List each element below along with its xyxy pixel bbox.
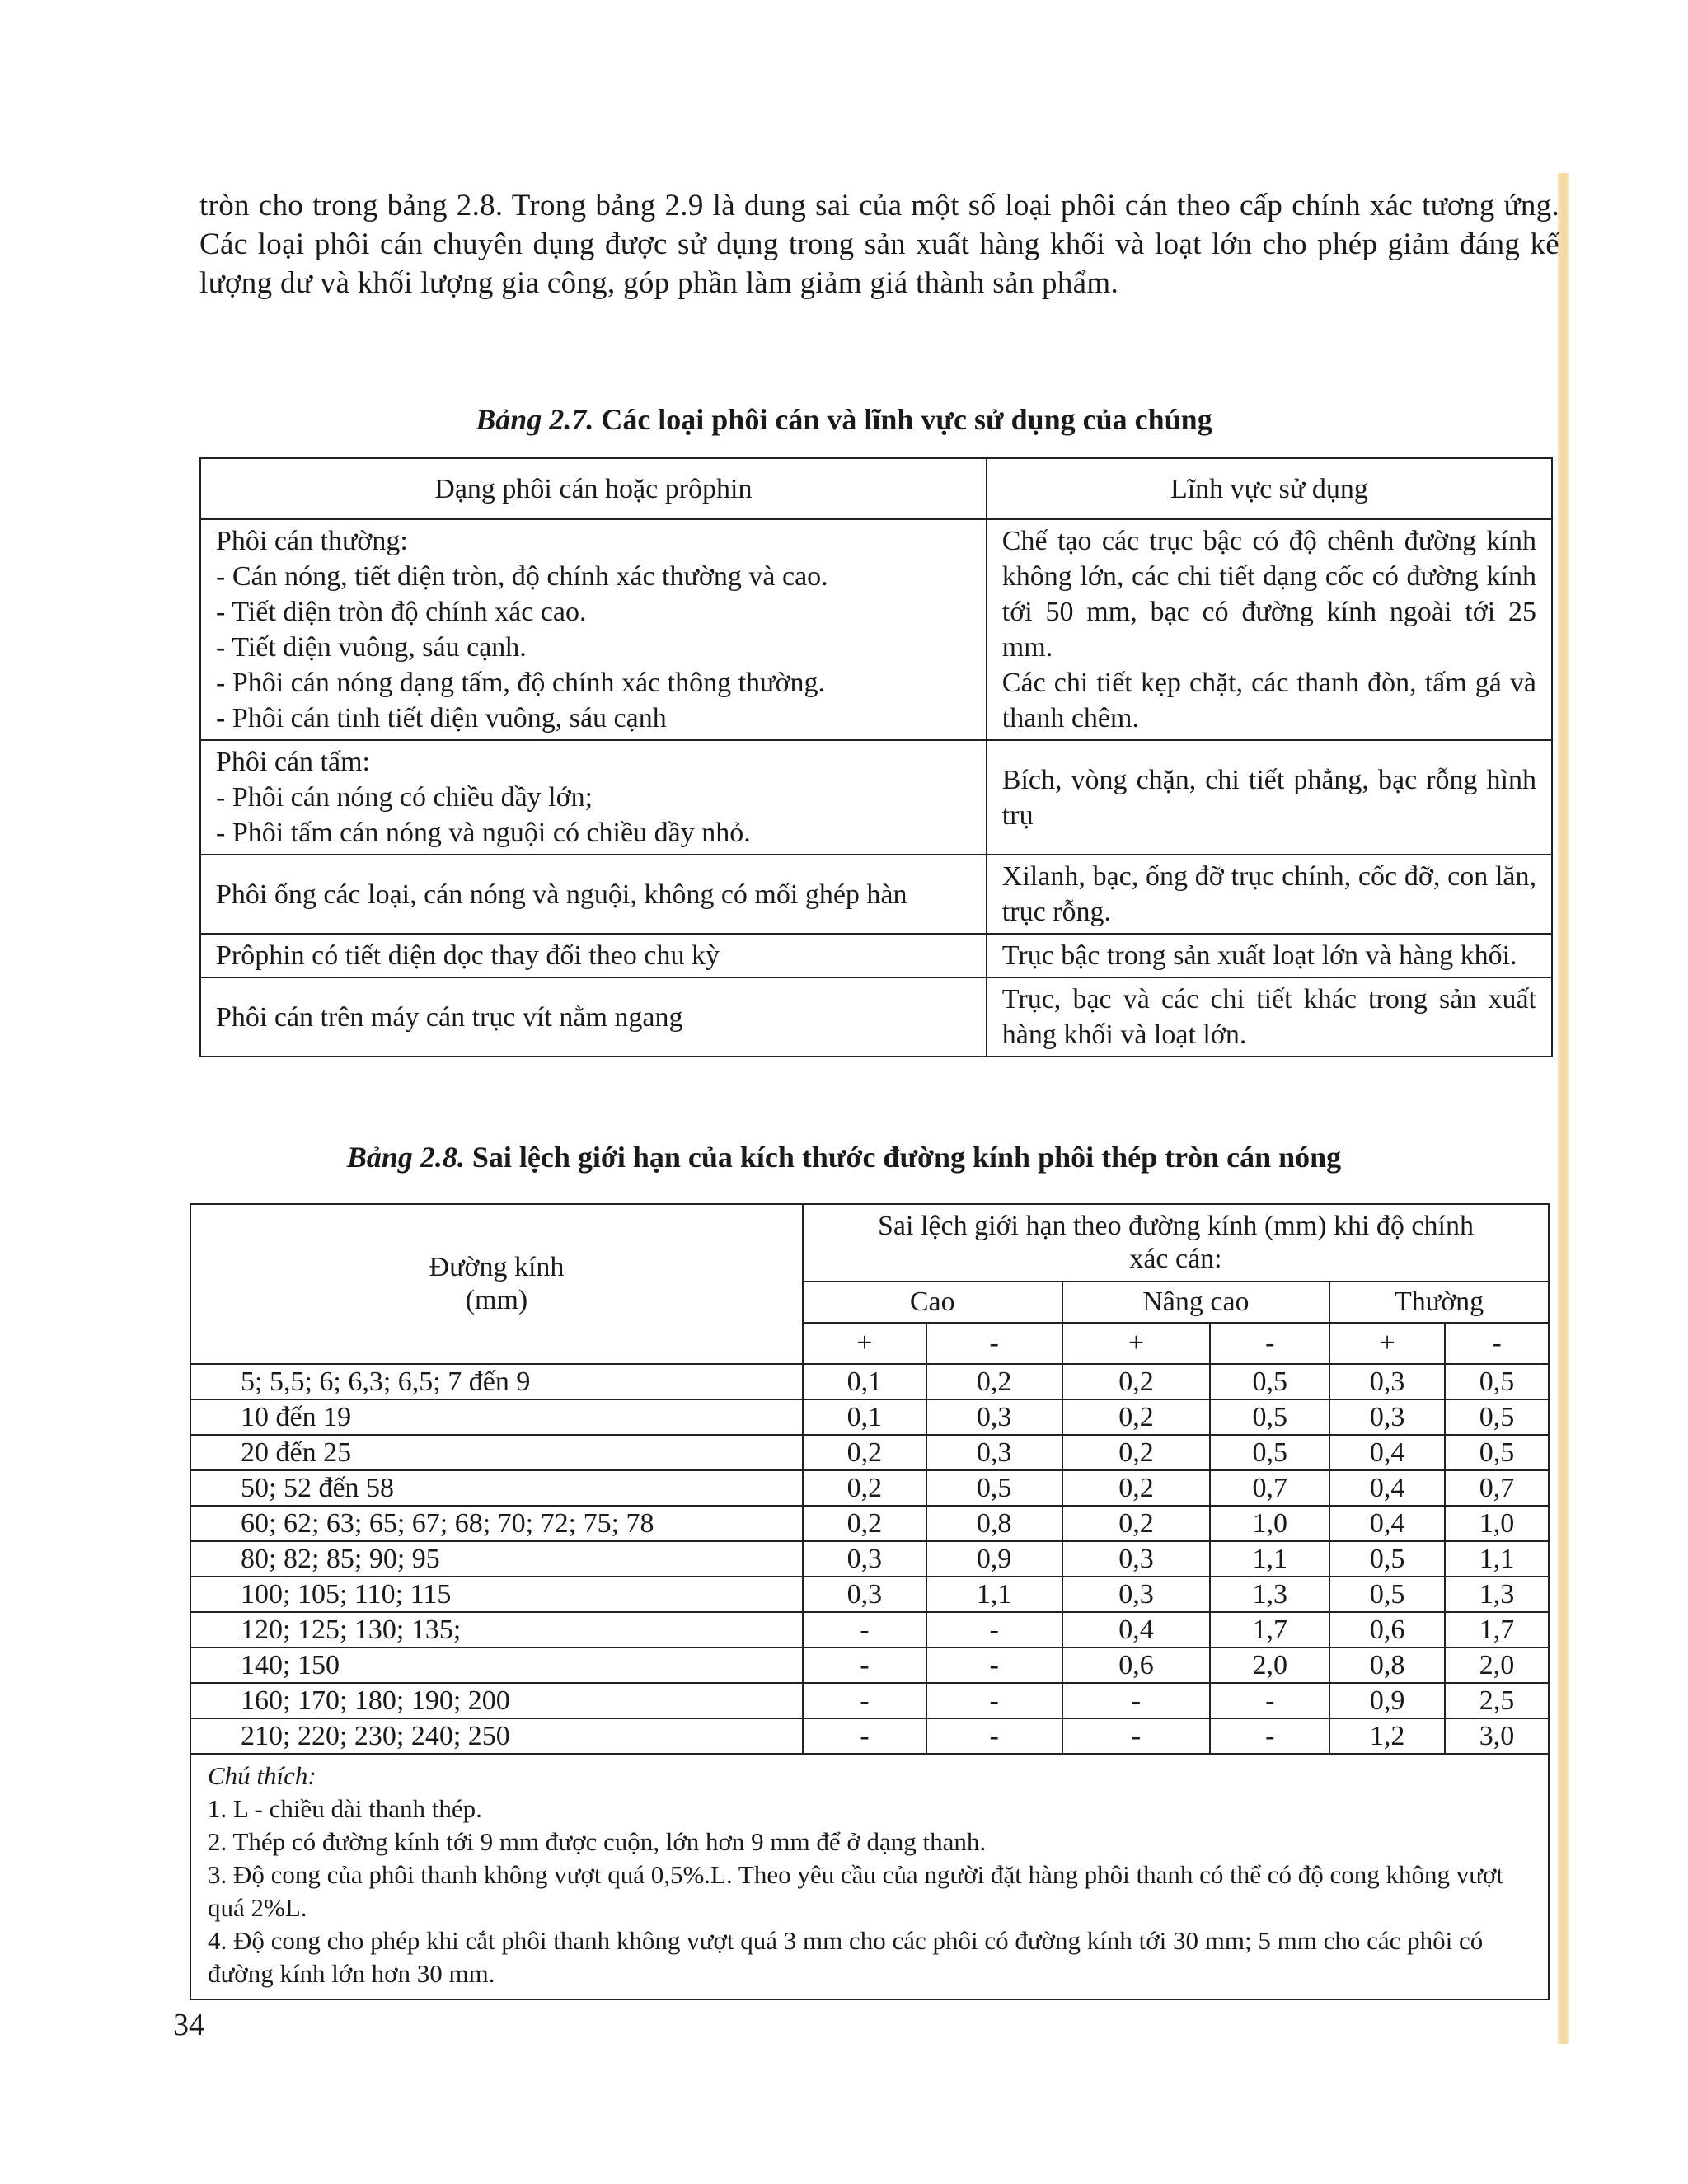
usage-line: Trục, bạc và các chi tiết khác trong sản xuất hàng khối và loạt lớn. bbox=[1001, 984, 1536, 1050]
deviation-cell: 0,2 bbox=[1062, 1435, 1211, 1470]
sign-plus: + bbox=[1329, 1323, 1445, 1364]
deviation-cell: 0,3 bbox=[926, 1435, 1062, 1470]
deviation-cell: - bbox=[1062, 1683, 1211, 1718]
deviation-cell: 1,2 bbox=[1329, 1718, 1445, 1754]
deviation-cell: 0,9 bbox=[926, 1541, 1062, 1577]
deviation-cell: 0,5 bbox=[1210, 1399, 1329, 1435]
deviation-cell: 0,2 bbox=[1062, 1399, 1211, 1435]
deviation-cell: 0,2 bbox=[803, 1470, 926, 1506]
table-row bbox=[190, 1718, 1549, 1754]
table-row bbox=[190, 1577, 1549, 1612]
table-row bbox=[190, 1364, 1549, 1399]
deviation-cell: 0,4 bbox=[1329, 1435, 1445, 1470]
table-header-row bbox=[200, 458, 1552, 519]
form-cell bbox=[200, 977, 987, 1057]
deviation-cell: 0,9 bbox=[1329, 1683, 1445, 1718]
form-line: Phôi cán trên máy cán trục vít nằm ngang bbox=[216, 1001, 683, 1033]
table-2-8 bbox=[190, 1203, 1550, 2000]
deviation-cell: - bbox=[926, 1647, 1062, 1683]
deviation-cell: 0,2 bbox=[803, 1435, 926, 1470]
deviation-cell: 0,3 bbox=[1329, 1399, 1445, 1435]
table-row bbox=[190, 1683, 1549, 1718]
form-cell bbox=[200, 934, 987, 977]
table-row bbox=[200, 855, 1552, 934]
table-2-7-title: Các loại phôi cán và lĩnh vực sử dụng của chúng bbox=[601, 403, 1212, 436]
sign-minus: - bbox=[1210, 1323, 1329, 1364]
diameter-cell: 50; 52 đến 58 bbox=[190, 1470, 803, 1506]
deviation-cell: 0,8 bbox=[926, 1506, 1062, 1541]
deviation-cell: 0,5 bbox=[1445, 1399, 1549, 1435]
deviation-header: Sai lệch giới hạn theo đường kính (mm) khi độ chính xác cán: bbox=[803, 1204, 1549, 1282]
notes-title: Chú thích: bbox=[208, 1761, 316, 1790]
table-2-7-label: Bảng 2.7. bbox=[476, 403, 594, 436]
deviation-cell: 1,3 bbox=[1445, 1577, 1549, 1612]
deviation-cell: 0,1 bbox=[803, 1364, 926, 1399]
grade-header-cao: Cao bbox=[803, 1282, 1062, 1323]
sign-minus: - bbox=[1445, 1323, 1549, 1364]
deviation-cell: 1,0 bbox=[1445, 1506, 1549, 1541]
deviation-cell: - bbox=[1210, 1718, 1329, 1754]
grade-header-thuong: Thường bbox=[1329, 1282, 1549, 1323]
deviation-cell: - bbox=[803, 1647, 926, 1683]
diameter-unit: (mm) bbox=[465, 1285, 528, 1315]
deviation-cell: 1,3 bbox=[1210, 1577, 1329, 1612]
table-row bbox=[200, 519, 1552, 740]
deviation-cell: 1,0 bbox=[1210, 1506, 1329, 1541]
table-2-7 bbox=[199, 457, 1553, 1057]
diameter-cell: 160; 170; 180; 190; 200 bbox=[190, 1683, 803, 1718]
diameter-cell: 10 đến 19 bbox=[190, 1399, 803, 1435]
deviation-cell: - bbox=[803, 1683, 926, 1718]
column-header-form: Dạng phôi cán hoặc prôphin bbox=[200, 458, 987, 519]
deviation-cell: 0,2 bbox=[803, 1506, 926, 1541]
deviation-cell: 1,1 bbox=[1210, 1541, 1329, 1577]
deviation-cell: - bbox=[926, 1683, 1062, 1718]
diameter-cell: 120; 125; 130; 135; bbox=[190, 1612, 803, 1647]
table-row bbox=[200, 977, 1552, 1057]
deviation-cell: - bbox=[926, 1612, 1062, 1647]
table-2-7-caption bbox=[0, 402, 1688, 437]
page-number: 34 bbox=[173, 2008, 204, 2042]
form-line: - Phôi cán nóng có chiều dầy lớn; bbox=[216, 782, 593, 813]
deviation-cell: 1,1 bbox=[1445, 1541, 1549, 1577]
deviation-cell: 0,2 bbox=[1062, 1506, 1211, 1541]
diameter-header bbox=[190, 1204, 803, 1364]
sign-plus: + bbox=[1062, 1323, 1211, 1364]
deviation-cell: 2,0 bbox=[1210, 1647, 1329, 1683]
deviation-cell: 0,3 bbox=[803, 1541, 926, 1577]
note-item: 1. L - chiều dài thanh thép. bbox=[208, 1794, 482, 1823]
deviation-cell: 0,8 bbox=[1329, 1647, 1445, 1683]
notes-cell bbox=[190, 1754, 1549, 1999]
deviation-cell: 3,0 bbox=[1445, 1718, 1549, 1754]
usage-line: Bích, vòng chặn, chi tiết phẳng, bạc rỗng hình trụ bbox=[1001, 764, 1536, 831]
diameter-cell: 210; 220; 230; 240; 250 bbox=[190, 1718, 803, 1754]
deviation-cell: 0,7 bbox=[1210, 1470, 1329, 1506]
usage-cell bbox=[987, 519, 1552, 740]
deviation-cell: 1,7 bbox=[1210, 1612, 1329, 1647]
table-row bbox=[190, 1399, 1549, 1435]
deviation-cell: 0,5 bbox=[1329, 1541, 1445, 1577]
usage-line: Trục bậc trong sản xuất loạt lớn và hàng khối. bbox=[1001, 940, 1517, 971]
deviation-cell: 2,0 bbox=[1445, 1647, 1549, 1683]
notes-row bbox=[190, 1754, 1549, 1999]
diameter-cell: 140; 150 bbox=[190, 1647, 803, 1683]
diameter-cell: 80; 82; 85; 90; 95 bbox=[190, 1541, 803, 1577]
form-line: - Phôi cán nóng dạng tấm, độ chính xác thông thường. bbox=[216, 668, 825, 698]
deviation-cell: - bbox=[926, 1718, 1062, 1754]
form-line: - Phôi tấm cán nóng và nguội có chiều dầy nhỏ. bbox=[216, 818, 751, 848]
deviation-cell: 0,2 bbox=[1062, 1470, 1211, 1506]
table-row bbox=[190, 1435, 1549, 1470]
form-cell bbox=[200, 855, 987, 934]
deviation-cell: 1,7 bbox=[1445, 1612, 1549, 1647]
deviation-cell: - bbox=[1210, 1683, 1329, 1718]
deviation-cell: 0,5 bbox=[1445, 1364, 1549, 1399]
note-item: 4. Độ cong cho phép khi cắt phôi thanh không vượt quá 3 mm cho các phôi có đường kính tới 30 mm; 5 mm cho các phôi có đường kính lớn hơn 30 mm. bbox=[208, 1926, 1484, 1988]
usage-cell bbox=[987, 934, 1552, 977]
deviation-cell: 0,3 bbox=[803, 1577, 926, 1612]
table-row bbox=[190, 1612, 1549, 1647]
diameter-cell: 5; 5,5; 6; 6,3; 6,5; 7 đến 9 bbox=[190, 1364, 803, 1399]
table-row bbox=[200, 934, 1552, 977]
intro-paragraph: tròn cho trong bảng 2.8. Trong bảng 2.9 là dung sai của một số loại phôi cán theo cấp chính xác tương ứng. Các loại phôi cán chuyên dụng được sử dụng trong sản xuất hàng khối và loạt lớn cho phép giảm đáng kể lượng dư và khối lượng gia công, góp phần làm giảm giá thành sản phẩm. bbox=[199, 189, 1559, 300]
deviation-cell: 0,6 bbox=[1062, 1647, 1211, 1683]
form-line: Phôi cán tấm: bbox=[216, 747, 370, 777]
table-2-8-label: Bảng 2.8. bbox=[346, 1141, 465, 1174]
deviation-cell: 0,3 bbox=[1329, 1364, 1445, 1399]
form-cell bbox=[200, 740, 987, 855]
deviation-cell: 0,4 bbox=[1329, 1470, 1445, 1506]
form-line: Phôi cán thường: bbox=[216, 526, 408, 556]
usage-cell bbox=[987, 855, 1552, 934]
table-row bbox=[190, 1647, 1549, 1683]
deviation-cell: 2,5 bbox=[1445, 1683, 1549, 1718]
deviation-cell: 0,5 bbox=[1329, 1577, 1445, 1612]
form-line: - Cán nóng, tiết diện tròn, độ chính xác thường và cao. bbox=[216, 561, 828, 592]
deviation-cell: 0,5 bbox=[926, 1470, 1062, 1506]
sign-minus: - bbox=[926, 1323, 1062, 1364]
deviation-cell: 0,2 bbox=[1062, 1364, 1211, 1399]
diameter-cell: 100; 105; 110; 115 bbox=[190, 1577, 803, 1612]
deviation-cell: - bbox=[1062, 1718, 1211, 1754]
form-cell bbox=[200, 519, 987, 740]
deviation-cell: 0,3 bbox=[1062, 1541, 1211, 1577]
note-item: 3. Độ cong của phôi thanh không vượt quá 0,5%.L. Theo yêu cầu của người đặt hàng phôi thanh có thể có độ cong không vượt quá 2%L. bbox=[208, 1860, 1504, 1922]
deviation-cell: 1,1 bbox=[926, 1577, 1062, 1612]
deviation-cell: 0,7 bbox=[1445, 1470, 1549, 1506]
deviation-cell: 0,3 bbox=[926, 1399, 1062, 1435]
usage-line: Xilanh, bạc, ống đỡ trục chính, cốc đỡ, con lăn, trục rỗng. bbox=[1001, 861, 1536, 927]
table-header-row bbox=[190, 1204, 1549, 1282]
diameter-cell: 20 đến 25 bbox=[190, 1435, 803, 1470]
form-line: - Tiết diện tròn độ chính xác cao. bbox=[216, 597, 587, 627]
usage-cell bbox=[987, 740, 1552, 855]
form-line: - Tiết diện vuông, sáu cạnh. bbox=[216, 632, 527, 663]
deviation-cell: 0,5 bbox=[1210, 1435, 1329, 1470]
column-header-usage: Lĩnh vực sử dụng bbox=[987, 458, 1552, 519]
deviation-cell: - bbox=[803, 1718, 926, 1754]
page-edge-shadow bbox=[1558, 173, 1569, 2044]
table-2-8-caption bbox=[0, 1140, 1688, 1174]
grade-header-nang-cao: Nâng cao bbox=[1062, 1282, 1330, 1323]
form-line: Prôphin có tiết diện dọc thay đổi theo chu kỳ bbox=[216, 940, 720, 971]
table-row bbox=[190, 1541, 1549, 1577]
usage-line: Các chi tiết kẹp chặt, các thanh đòn, tấm gá và thanh chêm. bbox=[1001, 668, 1536, 733]
deviation-cell: 0,4 bbox=[1062, 1612, 1211, 1647]
diameter-header-text: Đường kính bbox=[429, 1252, 565, 1282]
usage-line: Chế tạo các trục bậc có độ chênh đường kính không lớn, các chi tiết dạng cốc có đường kính tới 50 mm, bạc có đường kính ngoài tới 25 mm. bbox=[1001, 526, 1536, 663]
deviation-cell: 0,2 bbox=[926, 1364, 1062, 1399]
table-row bbox=[190, 1470, 1549, 1506]
table-2-8-title: Sai lệch giới hạn của kích thước đường kính phôi thép tròn cán nóng bbox=[471, 1141, 1342, 1174]
deviation-cell: 0,6 bbox=[1329, 1612, 1445, 1647]
deviation-cell: 0,4 bbox=[1329, 1506, 1445, 1541]
form-line: Phôi ống các loại, cán nóng và nguội, không có mối ghép hàn bbox=[216, 879, 907, 910]
deviation-cell: 0,1 bbox=[803, 1399, 926, 1435]
note-item: 2. Thép có đường kính tới 9 mm được cuộn, lớn hơn 9 mm để ở dạng thanh. bbox=[208, 1827, 987, 1856]
diameter-cell: 60; 62; 63; 65; 67; 68; 70; 72; 75; 78 bbox=[190, 1506, 803, 1541]
deviation-cell: 0,5 bbox=[1445, 1435, 1549, 1470]
deviation-cell: 0,3 bbox=[1062, 1577, 1211, 1612]
form-line: - Phôi cán tinh tiết diện vuông, sáu cạnh bbox=[216, 703, 667, 733]
table-row bbox=[200, 740, 1552, 855]
table-row bbox=[190, 1506, 1549, 1541]
deviation-cell: 0,5 bbox=[1210, 1364, 1329, 1399]
usage-cell bbox=[987, 977, 1552, 1057]
sign-plus: + bbox=[803, 1323, 926, 1364]
deviation-cell: - bbox=[803, 1612, 926, 1647]
